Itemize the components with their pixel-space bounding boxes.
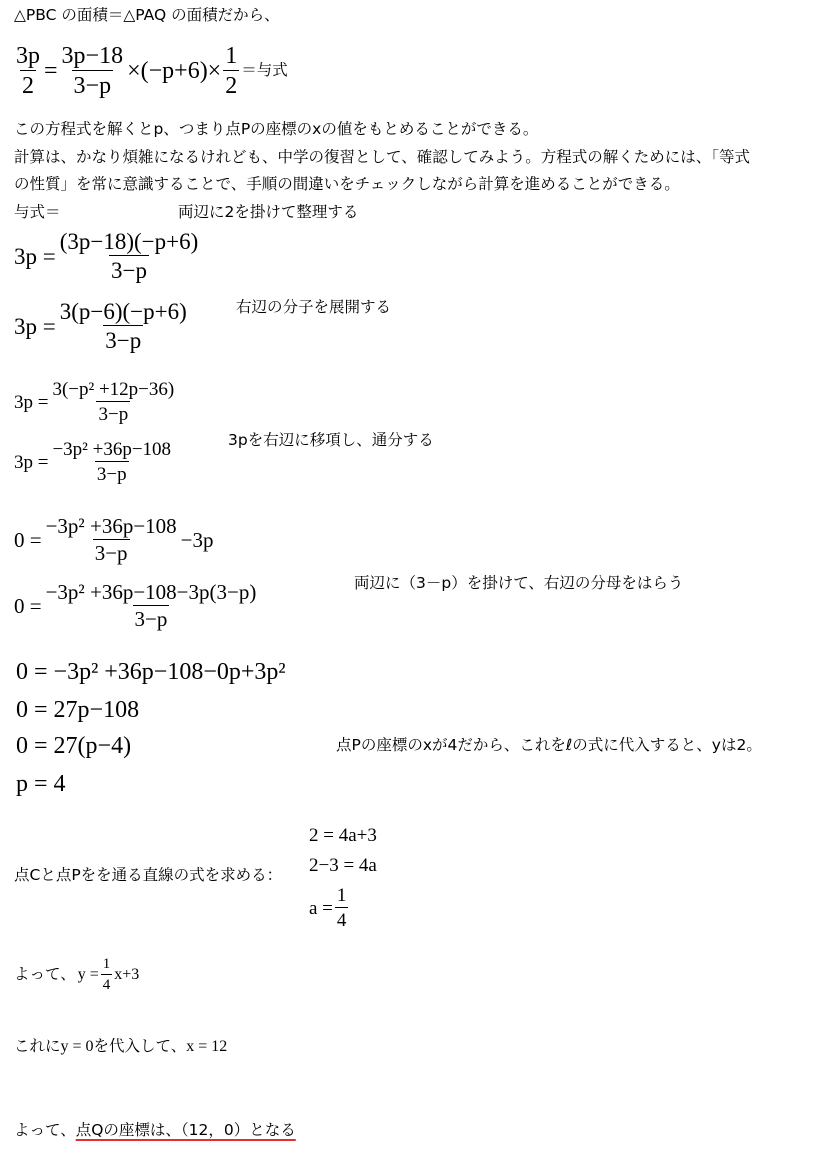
fraction: $\frac{3p}{2}$ [16, 43, 40, 99]
conclusion: よって、点Qの座標は、（12，0）となる [14, 1121, 296, 1139]
equation-step-9: 0 = 27(p−4) [16, 733, 132, 759]
line-eq-3: a = $\frac{1}{4}$ [309, 885, 347, 931]
line-eq-1: 2 = 4a+3 [309, 825, 377, 846]
paragraph: 計算は、かなり煩雑になるけれども、中学の復習として、確認してみよう。方程式の解くためには、「等式 [14, 148, 750, 166]
equation-step-8: 0 = 27p−108 [16, 697, 140, 723]
line-cp-label: 点Cと点Pをを通る直線の式を求める： [14, 866, 283, 884]
line-eq-2: 2−3 = 4a [309, 855, 377, 876]
equation-step-6: 0 = $\frac{\text{−3p² +36p−108−3p(3−p)}}{3-p}$ [14, 580, 257, 631]
paragraph: の性質」を常に意識することで、手順の間違いをチェックしながら計算を進めることができる。 [14, 175, 680, 193]
equation-step-1: 3p = $\frac{(3p-18)(-p+6)}{3-p}$ [14, 229, 199, 283]
paragraph: この方程式を解くとp、つまり点Pの座標のxの値をもとめることができる。 [14, 120, 539, 138]
fraction: $\frac{3p-18}{3-p}$ [61, 43, 124, 99]
fraction: $\frac{\text{3(−p² +12p−36)}}{3-p}$ [52, 379, 175, 425]
note: 点Pの座標のxが4だから、これをℓの式に代入すると、yは2。 [336, 736, 762, 754]
fraction: $\frac{(3p-18)(-p+6)}{3-p}$ [59, 229, 199, 283]
answer-highlight: 点Qの座標は、（12，0）となる [75, 1121, 296, 1139]
fraction: $\frac{1}{2}$ [225, 43, 238, 99]
fraction: $\frac{1}{4}$ [336, 885, 347, 931]
equation-step-5: 0 = $\frac{\text{−3p² +36p−108}}{3-p}$ −3p [14, 514, 214, 565]
equation-step-10: p = 4 [16, 771, 66, 797]
yoshiki-label: 与式＝ [14, 203, 61, 221]
fraction: $\frac{\text{−3p² +36p−108}}{3-p}$ [45, 514, 177, 565]
fraction: $\frac{1}{4}$ [102, 956, 111, 993]
fraction: $\frac{\text{−3p² +36p−108−3p(3−p)}}{3-p}$ [45, 580, 257, 631]
equation-step-4: 3p = $\frac{\text{−3p² +36p−108}}{3-p}$ [14, 439, 172, 485]
note: 両辺に2を掛けて整理する [178, 203, 359, 221]
area-equation: $\frac{3p}{2}$ = $\frac{3p-18}{3-p}$ ×(−p+6)× $\frac{1}{2}$ ＝与式 [16, 43, 288, 99]
equation-step-2: 3p = $\frac{3(p-6)(-p+6)}{3-p}$ [14, 299, 187, 353]
equation-step-7: 0 = −3p² +36p−108−0p+3p² [16, 659, 286, 685]
note: 3pを右辺に移項し、通分する [228, 431, 434, 449]
equation-step-3: 3p = $\frac{\text{3(−p² +12p−36)}}{3-p}$ [14, 379, 175, 425]
note: 右辺の分子を展開する [236, 298, 392, 316]
fraction: $\frac{\text{−3p² +36p−108}}{3-p}$ [52, 439, 172, 485]
fraction: $\frac{3(p-6)(-p+6)}{3-p}$ [59, 299, 187, 353]
line-result: よって、 y = $\frac{1}{4}$ x+3 [14, 956, 140, 993]
intro-line: △PBC の面積＝△PAQ の面積だから、 [14, 6, 280, 24]
substitution-line: これにy = 0を代入して、x = 12 [14, 1037, 228, 1055]
note: 両辺に（3－p）を掛けて、右辺の分母をはらう [354, 574, 684, 592]
